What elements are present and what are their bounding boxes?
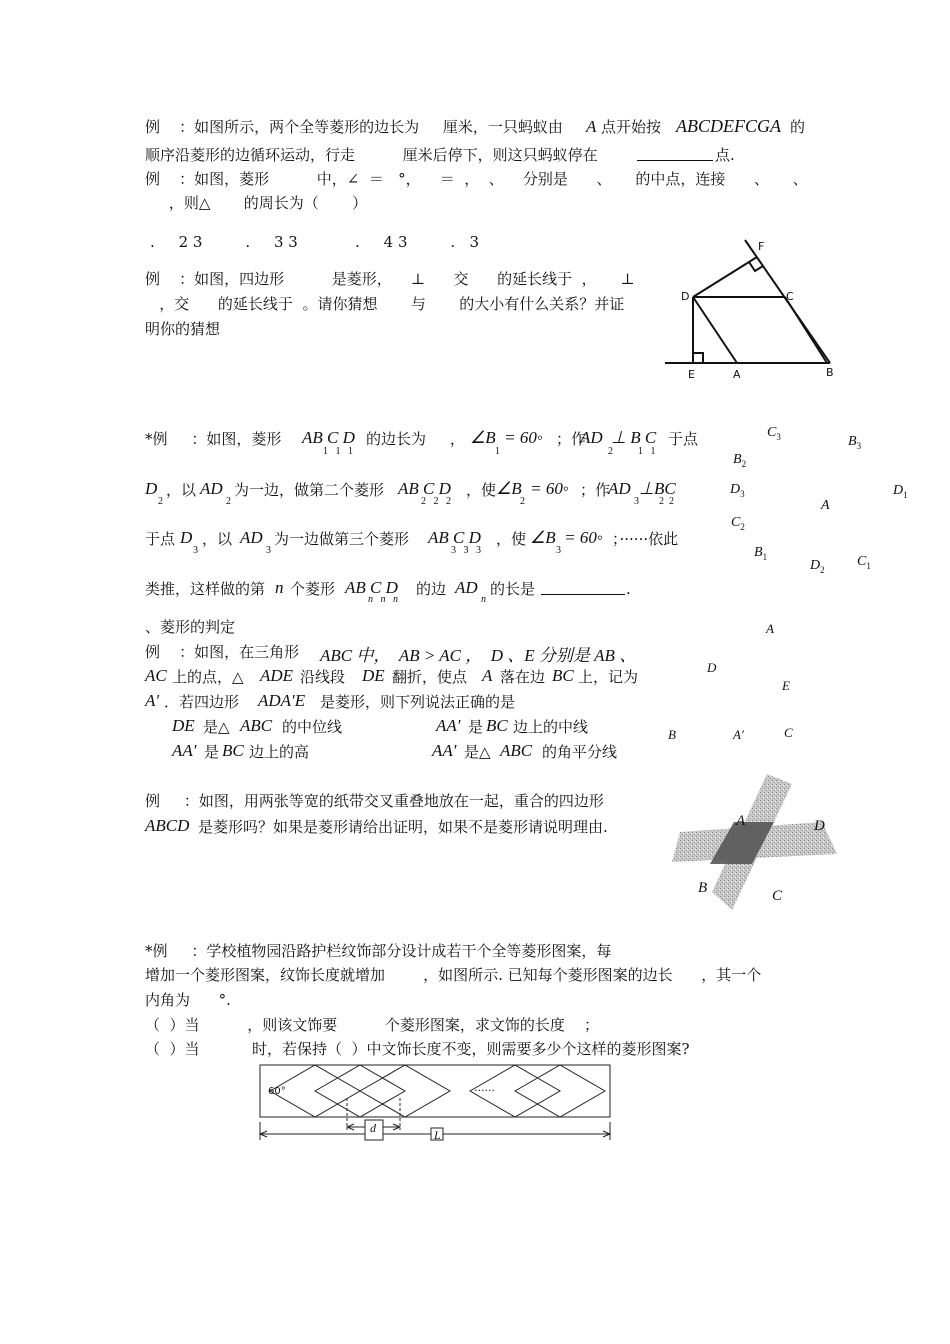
ex4-math-ad2-perp: AD ⊥ B C (580, 428, 657, 447)
ex4-fig-b1: $B_1$ (754, 545, 768, 562)
ex4-sub-d2: 2 (158, 496, 163, 507)
ex3-label-e: E (688, 368, 695, 381)
ex4-line2a: ，以 (166, 481, 197, 499)
ex4-math-ad3: AD (240, 528, 263, 547)
ex3-line3: 明你的猜想 (145, 320, 221, 338)
ex5-optD-abc: ABC (500, 741, 533, 760)
ex4-line3d: ，使 (496, 530, 527, 548)
ex4-line4c: 的边 (416, 580, 447, 598)
ex4-math-ab2c2d2: AB C D (398, 479, 451, 498)
ex3-label-a: A (733, 368, 741, 381)
ex5-optD2: 的角平分线 (542, 743, 618, 761)
ex5-line3: ．若四边形 (164, 693, 240, 711)
ex4-line2b: 为一边，做第二个菱形 (234, 481, 385, 499)
ex5-math-a: A (482, 666, 493, 685)
ex4-line3b: ，以 (202, 530, 233, 548)
ex4-subs-3a: 3 2 2 (634, 496, 674, 507)
ex4-fig-b2: $B_2$ (733, 452, 747, 469)
ex4-fig-a: A (821, 498, 830, 513)
ex4-fig-c3: $C_3$ (767, 425, 781, 442)
ex4-math-d3: D (180, 528, 193, 547)
ex4-subs-1: 1 1 1 (323, 446, 353, 457)
ex1-line1: 例 ：如图所示，两个全等菱形的边长为 厘米，一只蚂蚁由 (145, 118, 563, 136)
ex4-sub-ad3: 3 (266, 545, 271, 556)
ex5-optC-aa: AA′ (172, 741, 197, 760)
ex5-math-ac: AC (145, 666, 167, 685)
ex5-optD-aa: AA′ (432, 741, 457, 760)
ex1-line1b: 点开始按 (601, 118, 662, 136)
ex5-optB2: 边上的中线 (513, 718, 589, 736)
ex7-line5: （ ）当 时，若保持（ ）中文饰长度不变，则需要多少个这样的菱形图案? (145, 1040, 690, 1058)
ex3-label-f: F (758, 240, 765, 253)
ex5-math-a-prime: A′ (145, 691, 160, 710)
ex7-angle-label: 60° (268, 1086, 286, 1097)
ex5-fig-a-prime: A′ (733, 727, 744, 742)
ex5-fig-a: A (766, 621, 774, 636)
ex2-line2: ，则△ 的周长为（ ） (145, 194, 368, 212)
ex5-line2: 上的点，△ (172, 668, 244, 686)
ex5-optB: 是 (468, 718, 484, 736)
ex4-math-angle-b2: ∠B = 60◦ (496, 479, 569, 498)
ex3-label-b: B (826, 366, 834, 379)
ex5-line2e: 上，记为 (578, 668, 639, 686)
ex6-fig-c: C (772, 888, 783, 904)
ex4-math-adn: AD (455, 578, 478, 597)
ex5-optC2: 边上的高 (249, 743, 310, 761)
ex5-math-adae: ADA′E (258, 691, 306, 710)
ex6-fig-d: D (814, 818, 825, 834)
ex4-line1c: ；作 (556, 430, 587, 448)
ex6-math-abcd: ABCD (145, 816, 190, 835)
ex7-ellipsis: ······ (474, 1084, 495, 1097)
ex4-subs-2: 2 2 2 (421, 496, 451, 507)
ex7-line4: （ ）当 ，则该文饰要 个菱形图案，求文饰的长度 ； (145, 1016, 599, 1034)
ex4-line1a: *例 ：如图，菱形 (145, 430, 282, 448)
ex4-sub-d3: 3 (193, 545, 198, 556)
ex4-line3c: 为一边做第三个菱形 (274, 530, 410, 548)
ex5-optB-bc: BC (486, 716, 508, 735)
ex4-math-abncndn: AB C D (345, 578, 398, 597)
section-title: 、菱形的判定 (145, 618, 236, 636)
ex4-line1d: 于点 (668, 430, 699, 448)
ex4-subs-n: n n n (368, 594, 398, 605)
ex4-line2d: ；作 (580, 481, 611, 499)
ex5-math-bc: BC (552, 666, 574, 685)
ex5-optA: 是△ (203, 718, 230, 736)
ex7-line2: 增加一个菱形图案，纹饰长度就增加 ，如图所示. 已知每个菱形图案的边长 ，其一个 (145, 966, 762, 984)
ex4-math-d2: D (145, 479, 158, 498)
ex4-fig-b3: $B_3$ (848, 434, 862, 451)
ex6-line1: 例 ：如图，用两张等宽的纸带交叉重叠地放在一起，重合的四边形 (145, 792, 604, 810)
ex5-math-ade: ADE (260, 666, 294, 685)
ex4-var-n: n (275, 578, 284, 597)
ex5-optA2: 的中位线 (282, 718, 343, 736)
ex5-line3b: 是菱形，则下列说法正确的是 (320, 693, 516, 711)
ex4-line4a: 类推，这样做的第 (145, 580, 266, 598)
ex4-fig-d2: $D_2$ (810, 558, 825, 575)
ex6-fig-b: B (698, 880, 708, 896)
ex4-sub-b1: 1 (495, 446, 500, 457)
ex5-fig-c: C (784, 725, 793, 740)
ex1-answer-blank (637, 144, 713, 161)
ex1-sequence: ABCDEFCGA (676, 116, 781, 136)
ex5-line1: 例 ：如图，在三角形 (145, 643, 300, 661)
ex7-line3: 内角为 °. (145, 991, 231, 1009)
ex5-fig-d: D (707, 660, 717, 675)
rhombus-figure-ex3 (655, 235, 855, 385)
ex4-fig-d3: $D_3$ (730, 482, 745, 499)
ex1-line2b: 点. (715, 146, 735, 164)
ex5-optD: 是△ (464, 743, 491, 761)
ex7-l-label: L (434, 1128, 441, 1142)
ex4-math-ab1c1d1: AB C D (302, 428, 355, 447)
ex3-line2: ，交 的延长线于 。请你猜想 与 的大小有什么关系？并证 (145, 295, 625, 313)
ex5-fig-b: B (668, 727, 676, 742)
ex4-line2c: ，使 (466, 481, 497, 499)
ex4-math-ad2: AD (200, 479, 223, 498)
ex6-line2: 是菱形吗？如果是菱形请给出证明，如果不是菱形请说明理由. (198, 818, 608, 836)
ex5-optC: 是 (204, 743, 220, 761)
ex7-line1: *例 ：学校植物园沿路护栏纹饰部分设计成若干个全等菱形图案，每 (145, 942, 612, 960)
ex4-sub-b2: 2 (520, 496, 525, 507)
ex4-sub-adn: n (481, 594, 486, 605)
ex3-label-c: C (786, 290, 794, 303)
ex4-line3a: 于点 (145, 530, 176, 548)
ex4-subs-1b: 2 1 1 (608, 446, 656, 457)
ex1-line2: 顺序沿菱形的边循环运动，行走 厘米后停下，则这只蚂蚁停在 (145, 146, 598, 164)
ex5-optC-bc: BC (222, 741, 244, 760)
ex5-fig-e: E (782, 678, 790, 693)
ex1-var-a: A (586, 117, 597, 136)
ex2-line1: 例 ：如图，菱形 中，∠ ＝ °， ＝ ， 、 分别是 、 的中点，连接 、 、 (145, 170, 808, 188)
ex7-d-label: d (370, 1121, 376, 1135)
ex5-math-de: DE (362, 666, 385, 685)
ex1-line1c: 的 (790, 118, 806, 136)
ex4-subs-3: 3 3 3 (451, 545, 481, 556)
ex5-line2c: 翻折，使点 (392, 668, 468, 686)
ex4-math-angle-b1: ∠B = 60◦ (470, 428, 543, 447)
ex5-optB-aa: AA′ (436, 716, 461, 735)
ex5-math-line1: ABC 中， AB > AC ， D 、E 分别是 AB 、 (320, 646, 637, 665)
ex4-line4e: . (626, 580, 631, 598)
ex6-fig-a: A (736, 813, 746, 829)
ex4-line4d: 的长是 (490, 580, 536, 598)
ex4-fig-c1: $C_1$ (857, 554, 871, 571)
ex3-line1: 例 ：如图，四边形 是菱形， ⊥ 交 的延长线于 ， ⊥ (145, 270, 635, 288)
ex5-line2b: 沿线段 (300, 668, 346, 686)
ex4-math-ad3-perp: AD ⊥BC (608, 479, 676, 498)
ex5-line2d: 落在边 (500, 668, 546, 686)
ex4-fig-c2: $C_2$ (731, 515, 745, 532)
ex4-answer-blank (541, 578, 625, 595)
ex4-line1b: 的边长为 ， (366, 430, 465, 448)
ex5-optA-de: DE (172, 716, 195, 735)
ex3-label-d: D (681, 290, 690, 303)
ex5-optA-abc: ABC (240, 716, 273, 735)
ex4-math-ab3c3d3: AB C D (428, 528, 481, 547)
ex4-fig-d1: $D_1$ (893, 483, 908, 500)
ex4-sub-b3: 3 (556, 545, 561, 556)
ex4-line4b: 个菱形 (290, 580, 336, 598)
ex4-line3e: ；······依此 (612, 530, 679, 548)
ex4-math-angle-b3: ∠B = 60◦ (530, 528, 603, 547)
ex4-sub-ad2: 2 (226, 496, 231, 507)
ex2-options: . 2 3 . 3 3 . 4 3 . 3 (150, 233, 480, 251)
